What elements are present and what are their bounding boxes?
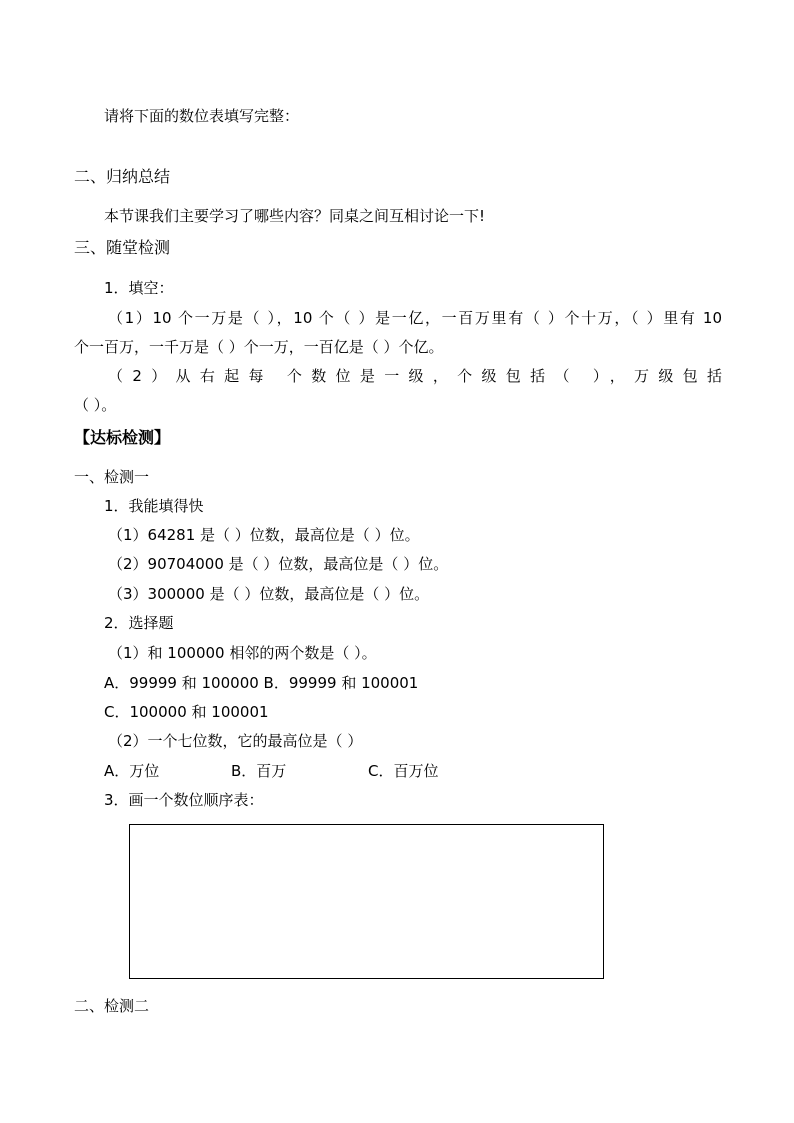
section-heading-classroom-test: 三、随堂检测 [74, 238, 171, 257]
summary-prompt: 本节课我们主要学习了哪些内容？同桌之间互相讨论一下! [104, 207, 486, 225]
question-1-1-line-2: 个一百万，一千万是（ ）个一万，一百亿是（ ）个亿。 [74, 338, 444, 356]
multiple-choice-1-option-c: C．100000 和 100001 [104, 703, 269, 721]
question-quick-fill-1: （1）64281 是（ ）位数，最高位是（ ）位。 [108, 526, 420, 544]
question-multiple-choice-title: 2．选择题 [104, 614, 174, 632]
question-quick-fill-2: （2）90704000 是（ ）位数，最高位是（ ）位。 [108, 555, 449, 573]
section-heading-check-2: 二、检测二 [74, 997, 150, 1015]
section-heading-standard-test: 【达标检测】 [74, 428, 171, 447]
multiple-choice-1-options-ab: A．99999 和 100000 B．99999 和 100001 [104, 674, 419, 692]
multiple-choice-2-option-c: C．百万位 [368, 762, 439, 780]
drawing-answer-box [129, 824, 604, 979]
section-heading-summary: 二、归纳总结 [74, 167, 171, 186]
multiple-choice-1: （1）和 100000 相邻的两个数是（ ）。 [108, 644, 377, 662]
question-1-2-line-2: （ ）。 [74, 396, 117, 414]
question-fill-blank-title: 1．填空： [104, 279, 174, 297]
multiple-choice-2: （2）一个七位数，它的最高位是（ ） [108, 732, 363, 750]
multiple-choice-2-option-b: B．百万 [231, 762, 287, 780]
section-heading-check-1: 一、检测一 [74, 468, 150, 486]
question-1-1-line-1: （1）10 个一万是（ ），10 个（ ）是一亿，一百万里有（ ）个十万，（ ）里有 10 [108, 309, 722, 327]
question-quick-fill-3: （3）300000 是（ ）位数，最高位是（ ）位。 [108, 585, 430, 603]
intro-instruction: 请将下面的数位表填写完整： [104, 107, 300, 125]
question-1-2-line-1: （2）从右起每 个数位是一级，个级包括（ ），万级包括 [108, 367, 722, 385]
question-draw-table: 3．画一个数位顺序表： [104, 791, 264, 809]
question-quick-fill-title: 1．我能填得快 [104, 497, 204, 515]
multiple-choice-2-option-a: A．万位 [104, 762, 160, 780]
